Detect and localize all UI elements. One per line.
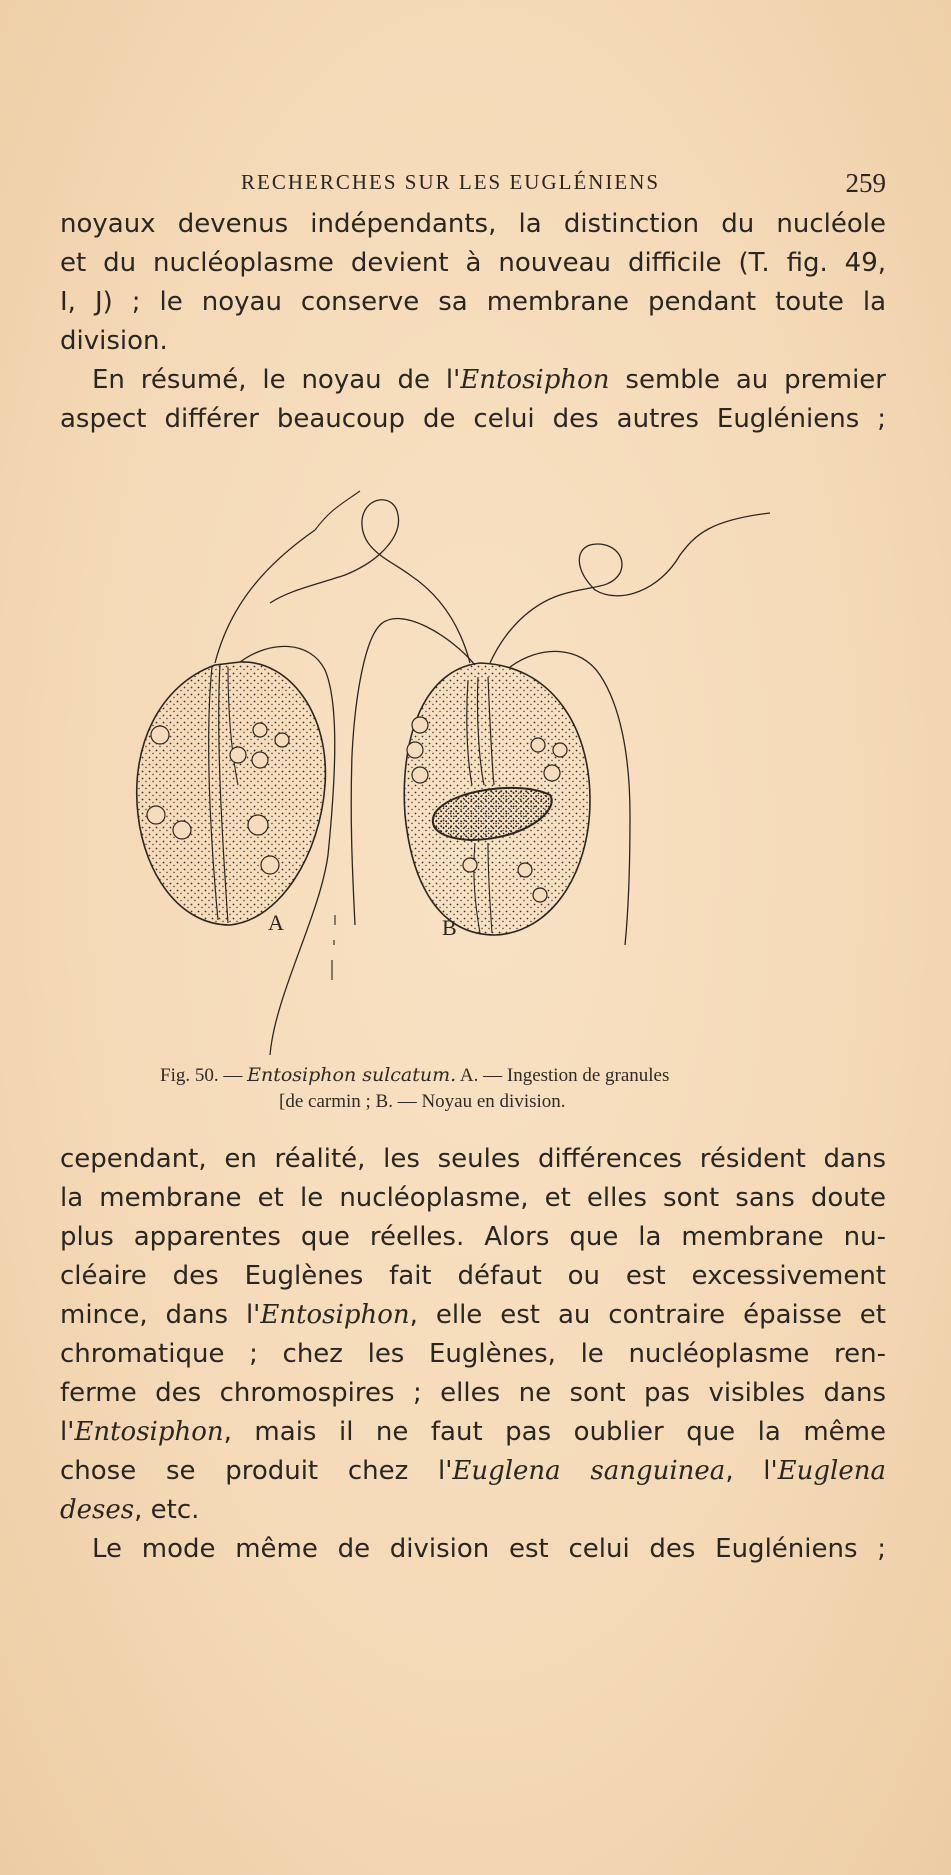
text-run: — xyxy=(218,1065,248,1086)
running-title: RECHERCHES SUR LES EUGLÉNIENS xyxy=(241,170,661,194)
organism-a xyxy=(137,491,360,1055)
text-run: l' xyxy=(60,1417,75,1447)
text-run: , mais il ne faut pas oublier que la même xyxy=(223,1417,886,1447)
text-line: cependant, en réalité, les seules différences résident dans xyxy=(60,1144,886,1174)
text-line xyxy=(60,1491,886,1530)
text-line: ferme des chromospires ; elles ne sont pas visibles dans xyxy=(60,1378,886,1408)
caption-line: [de carmin ; B. — Noyau en division. xyxy=(279,1091,566,1112)
page-header xyxy=(60,168,886,202)
text-line xyxy=(60,361,886,400)
text-line xyxy=(60,1296,886,1335)
italic-term: Euglena xyxy=(777,1456,886,1486)
text-run: semble au premier xyxy=(609,365,886,395)
text-run: , etc. xyxy=(134,1495,200,1525)
text-line: I, J) ; le noyau conserve sa membrane pendant toute la xyxy=(60,287,886,317)
text-line xyxy=(60,1413,886,1452)
text-run: , elle est au contraire épaisse et xyxy=(409,1300,886,1330)
italic-term: Entosiphon xyxy=(260,1300,410,1330)
figure-number: Fig. 50. xyxy=(160,1065,219,1086)
organism-b xyxy=(270,500,770,980)
caption-line xyxy=(160,1062,800,1089)
italic-term: deses xyxy=(60,1495,135,1525)
italic-term: Euglena sanguinea xyxy=(452,1456,726,1486)
figure-label-a: A xyxy=(268,910,284,935)
figure-caption xyxy=(160,1062,800,1115)
figure-illustration xyxy=(120,455,820,1060)
figure-label-b: B xyxy=(442,915,457,940)
text-line: noyaux devenus indépendants, la distinction du nucléole xyxy=(60,209,886,239)
text-run: , l' xyxy=(725,1456,778,1486)
text-line: division. xyxy=(60,326,168,356)
text-line: cléaire des Euglènes fait défaut ou est excessivement xyxy=(60,1261,886,1291)
text-line: la membrane et le nucléoplasme, et elles sont sans doute xyxy=(60,1183,886,1213)
paragraph-3 xyxy=(60,1140,886,1530)
text-run: mince, dans l' xyxy=(60,1300,261,1330)
text-line: et du nucléoplasme devient à nouveau difficile (T. fig. 49, xyxy=(60,248,886,278)
paragraph-2 xyxy=(60,361,886,439)
text-run: chose se produit chez l' xyxy=(60,1456,453,1486)
text-line: plus apparentes que réelles. Alors que la membrane nu- xyxy=(60,1222,886,1252)
paragraph-1 xyxy=(60,205,886,361)
text-line xyxy=(60,1452,886,1491)
italic-term: Entosiphon xyxy=(460,365,610,395)
text-line: aspect différer beaucoup de celui des autres Eugléniens ; xyxy=(60,404,886,434)
text-run: A. — Ingestion de granules xyxy=(456,1065,670,1086)
italic-term: Entosiphon sulcatum. xyxy=(247,1064,457,1086)
page-number: 259 xyxy=(845,168,886,198)
italic-term: Entosiphon xyxy=(74,1417,224,1447)
text-line: Le mode même de division est celui des Eugléniens ; xyxy=(92,1534,886,1564)
text-run: En résumé, le noyau de l' xyxy=(92,365,461,395)
paragraph-4 xyxy=(60,1530,886,1569)
text-line: chromatique ; chez les Euglènes, le nucléoplasme ren- xyxy=(60,1339,886,1369)
